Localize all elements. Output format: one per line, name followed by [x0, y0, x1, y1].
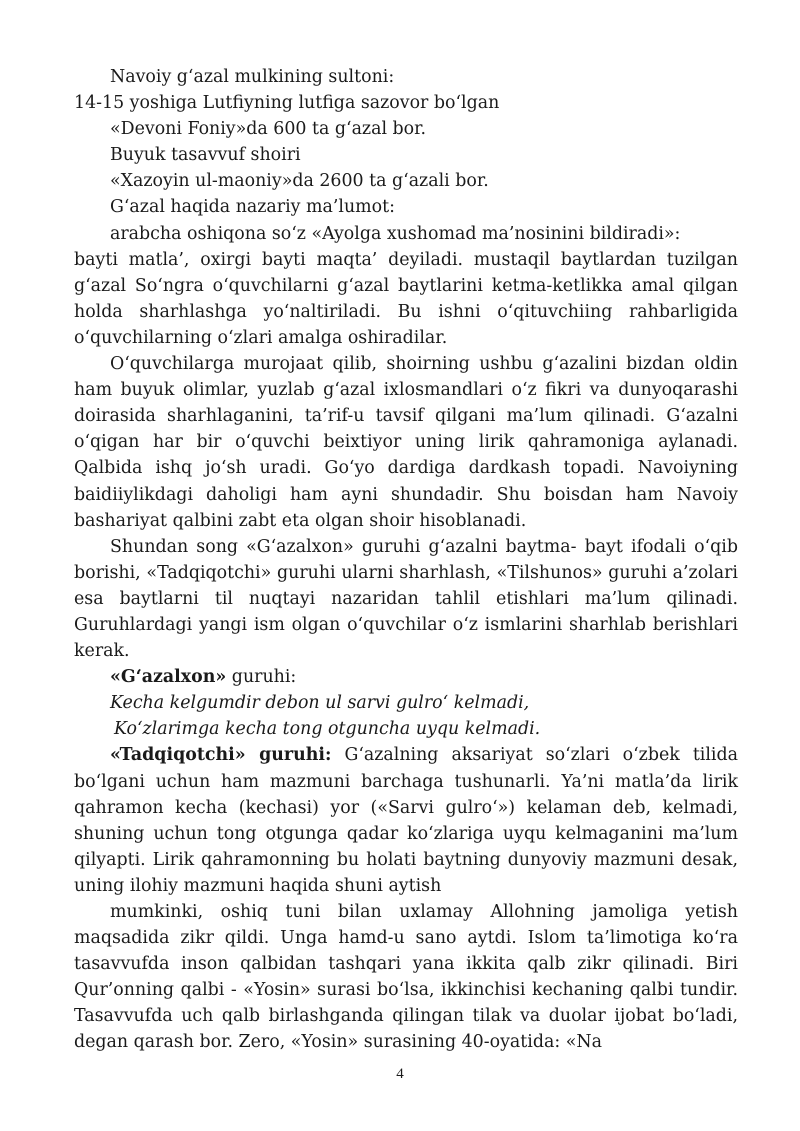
text-line: G‘azal haqida nazariy ma’lumot:	[110, 197, 395, 218]
text-line: 14-15 yoshiga Lutfiyning lutfiga sazovor bo‘lgan	[74, 93, 500, 114]
group-label-text: guruhi:	[226, 667, 297, 688]
document-page	[74, 64, 738, 1056]
tadqiqotchi-text: G‘azalning aksariyat so‘zlari o‘zbek tilida bo‘lgani uchun ham mazmuni barchaga tushunarli. Ya’ni matla’da lirik qahramon kecha (kechasi) yor («Sarvi gulro‘») kelaman deb, kelmadi, shuning uchun tong otgunga qadar ko‘zlariga uyqu kelmaganini ma’lum qilyapti. Lirik qahramonning bu holati baytning dunyoviy mazmuni desak, uning ilohiy mazmuni haqida shuni aytish	[74, 745, 738, 896]
text-line: Buyuk tasavvuf shoiri	[110, 145, 301, 166]
paragraph-groups-intro: Shundan song «G‘azalxon» guruhi g‘azalni baytma- bayt ifodali o‘qib borishi, «Tadqiqotchi» guruhi ularni sharhlash, «Tilshunos» guruhi a’zolari esa baytlarni til nuqtayi nazaridan tahlil etishlari ma’lum qilinadi. Guruhlardagi yangi ism olgan o‘quvchilar o‘z ismlarini sharhlab berishlari kerak.	[74, 536, 738, 662]
paragraph-tadqiqotchi	[74, 742, 738, 899]
page-number: 4	[396, 1066, 404, 1082]
verse-line-1: Kecha kelgumdir debon ul sarvi gulro‘ kelmadi,	[110, 693, 530, 714]
group-heading-gazalxon	[74, 664, 738, 690]
paragraph-sufism: mumkinki, oshiq tuni bilan uxlamay Allohning jamoliga yetish maqsadida zikr qildi. Unga hamd-u sano aytdi. Islom ta’limotiga ko‘ra tasavvufda inson qalbidan tashqari yana ikkita qalb zikr qilinadi. Biri Qur’onning qalbi - «Yosin» surasi bo‘lsa, ikkinchisi kechaning qalbi tundir. Tasavvufda uch qalb birlashganda qilingan tilak va duolar ijobat bo‘ladi, degan qarash bor. Zero, «Yosin» surasining 40-oyatida: «Na	[74, 902, 738, 1053]
paragraph-matla: bayti matla’, oxirgi bayti maqta’ deyiladi. mustaqil baytlardan tuzilgan g‘azal So‘ngra o‘quvchilarni g‘azal baytlarini ketma-ketlikka amal qilgan holda sharhlashga yo‘naltiriladi. Bu ishni o‘qituvchiing rahbarligida o‘quvchilarning o‘zlari amalga oshiradilar.	[74, 249, 738, 348]
group-name-gazalxon: «G‘azalxon»	[110, 667, 227, 688]
text-line: Navoiy g‘azal mulkining sultoni:	[110, 67, 395, 87]
text-line: «Devoni Foniy»da 600 ta g‘azal bor.	[110, 119, 427, 140]
group-name-tadqiqotchi: «Tadqiqotchi» guruhi:	[110, 745, 332, 766]
verse-line-2: Ko‘zlarimga kecha tong otguncha uyqu kelmadi.	[114, 719, 541, 740]
text-line: arabcha oshiqona so‘z «Ayolga xushomad ma’nosinini bildiradi»:	[110, 223, 681, 244]
paragraph-teacher-address: O‘quvchilarga murojaat qilib, shoirning ushbu g‘azalini bizdan oldin ham buyuk olimlar, yuzlab g‘azal ixlosmandlari o‘z fikri va dunyoqarashi doirasida sharhlaganini, ta’rif-u tavsif qilgani ma’lum qilinadi. G‘azalni o‘qigan har bir o‘quvchi beixtiyor uning lirik qahramoniga aylanadi. Qalbida ishq jo‘sh uradi. Go‘yo dardiga dardkash topadi. Navoiyning baidiiylikdagi daholigi ham ayni shundadir. Shu boisdan ham Navoiy bashariyat qalbini zabt eta olgan shoir hisoblanadi.	[74, 354, 738, 531]
text-line: «Xazoyin ul-maoniy»da 2600 ta g‘azali bor.	[110, 171, 489, 192]
